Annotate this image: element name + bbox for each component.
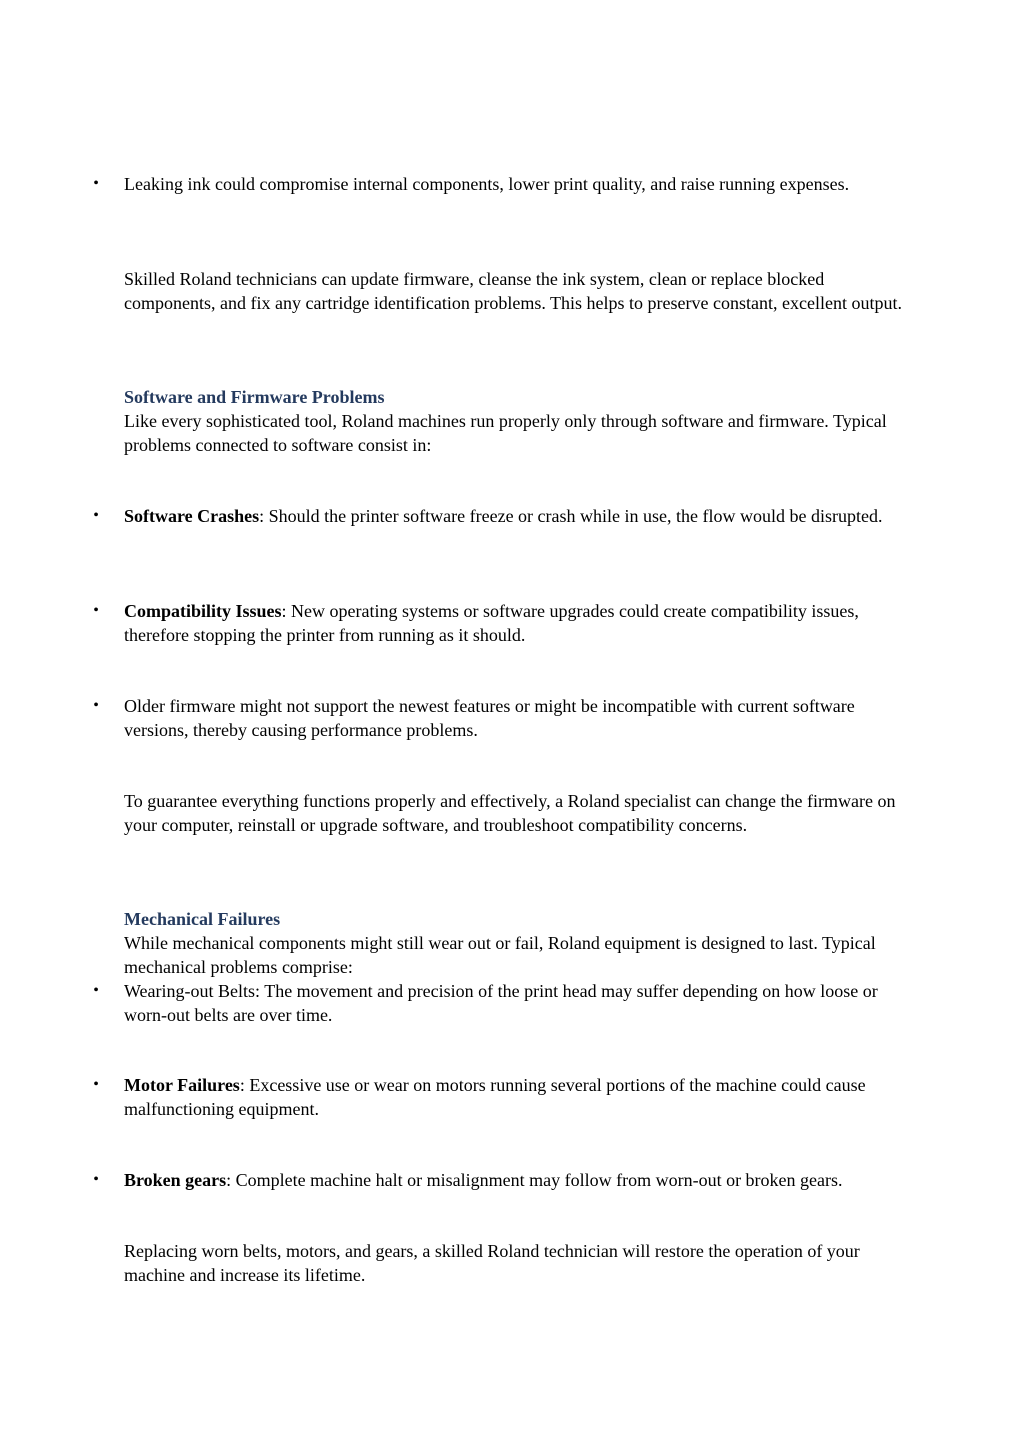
bullet-compatibility-issues [124,599,904,647]
bullet-marker: • [93,982,99,999]
bullet-broken-gears [124,1168,904,1192]
bullet-marker: • [93,507,99,524]
text-compatibility-issues: : New operating systems or software upgrades could create compatibility issues, therefore stopping the printer from running as it should. [124,601,859,645]
bullet-wearing-belts: Wearing-out Belts: The movement and precision of the print head may suffer depending on how loose or worn-out belts are over time. [124,981,878,1025]
section-mechanical-failures [124,907,904,979]
term-broken-gears: Broken gears [124,1170,227,1190]
bullet-software-crashes [124,504,904,528]
heading-software-firmware: Software and Firmware Problems [124,387,385,407]
text-motor-failures: : Excessive use or wear on motors running several portions of the machine could cause malfunctioning equipment. [124,1075,866,1119]
bullet-motor-failures [124,1073,904,1121]
paragraph-roland-specialist: To guarantee everything functions properly and effectively, a Roland specialist can change the firmware on your computer, reinstall or upgrade software, and troubleshoot compatibility concerns. [124,791,896,835]
heading-mechanical-failures: Mechanical Failures [124,909,281,929]
term-motor-failures: Motor Failures [124,1075,240,1095]
bullet-marker: • [93,1076,99,1093]
term-compatibility-issues: Compatibility Issues [124,601,282,621]
paragraph-technician-restore: Replacing worn belts, motors, and gears, a skilled Roland technician will restore the operation of your machine and increase its lifetime. [124,1241,860,1285]
paragraph-technicians-ink: Skilled Roland technicians can update firmware, cleanse the ink system, clean or replace blocked components, and fix any cartridge identification problems. This helps to preserve constant, excellent output. [124,269,902,313]
paragraph-software-intro: Like every sophisticated tool, Roland machines run properly only through software and firmware. Typical problems connected to software consist in: [124,411,887,455]
bullet-marker: • [93,697,99,714]
paragraph-mechanical-intro: While mechanical components might still wear out or fail, Roland equipment is designed to last. Typical mechanical problems comprise: [124,933,876,977]
text-broken-gears: : Complete machine halt or misalignment may follow from worn-out or broken gears. [226,1170,843,1190]
term-software-crashes: Software Crashes [124,506,260,526]
bullet-older-firmware: Older firmware might not support the newest features or might be incompatible with current software versions, thereby causing performance problems. [124,696,855,740]
bullet-marker: • [93,175,99,192]
bullet-marker: • [93,1171,99,1188]
bullet-marker: • [93,602,99,619]
text-software-crashes: : Should the printer software freeze or crash while in use, the flow would be disrupted. [259,506,883,526]
section-software-firmware [124,385,904,457]
bullet-leaking-ink: Leaking ink could compromise internal components, lower print quality, and raise running expenses. [124,174,850,194]
